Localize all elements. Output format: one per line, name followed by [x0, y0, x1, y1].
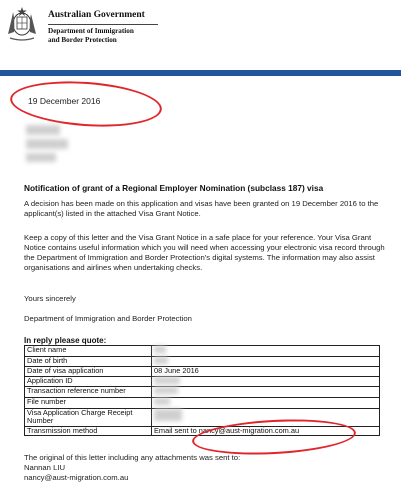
- date-annotation-circle: [9, 77, 164, 131]
- coat-of-arms-icon: [4, 4, 40, 44]
- row-value: Email sent to nancy@aust-migration.com.au: [152, 426, 380, 436]
- row-label: Date of birth: [25, 356, 152, 367]
- row-value: [152, 397, 380, 408]
- table-row: [25, 356, 380, 367]
- row-label: Application ID: [25, 376, 152, 387]
- signature: Department of Immigration and Border Protection: [24, 314, 192, 323]
- table-row: [25, 346, 380, 357]
- table-row: [25, 397, 380, 408]
- department-name-line2: and Border Protection: [48, 36, 117, 44]
- redacted-address-line2: [26, 139, 68, 149]
- header-bar: [0, 70, 401, 76]
- reply-heading: In reply please quote:: [24, 336, 107, 345]
- government-name: Australian Government: [48, 10, 145, 20]
- footer: [24, 453, 240, 483]
- row-label: Transmission method: [25, 426, 152, 436]
- closing: Yours sincerely: [24, 294, 76, 303]
- footer-recipient-email: nancy@aust-migration.com.au: [24, 473, 129, 482]
- footer-recipient-name: Nannan LIU: [24, 463, 66, 472]
- table-row: [25, 367, 380, 377]
- letter-date: 19 December 2016: [28, 96, 101, 106]
- row-value: 08 June 2016: [152, 367, 380, 377]
- row-value: [152, 387, 380, 398]
- department-name-line1: Department of Immigration: [48, 27, 134, 35]
- notification-title: Notification of grant of a Regional Employer Nomination (subclass 187) visa: [24, 183, 324, 193]
- redacted-address-line1: [26, 125, 60, 135]
- table-row: [25, 387, 380, 398]
- row-label: Visa Application Charge Receipt Number: [25, 408, 152, 426]
- redacted-address-line3: [26, 153, 56, 162]
- row-label: File number: [25, 397, 152, 408]
- row-label: Client name: [25, 346, 152, 357]
- row-value: [152, 376, 380, 387]
- row-value: [152, 346, 380, 357]
- keep-copy-paragraph: Keep a copy of this letter and the Visa Grant Notice in a safe place for your reference. Your Visa Grant Notice contains useful information which you will need when accessing your electronic visa record through the Department of Immigration and Border Protection's digital systems. The information may also assist organisations and airlines when undertaking checks.: [24, 233, 385, 272]
- decision-paragraph: A decision has been made on this application and visas have been granted on 19 December 2016 to the applicant(s) listed in the attached Visa Grant Notice.: [24, 199, 379, 218]
- letterhead: [0, 0, 401, 70]
- row-label: Date of visa application: [25, 367, 152, 377]
- row-label: Transaction reference number: [25, 387, 152, 398]
- row-value: [152, 356, 380, 367]
- header-divider: [48, 24, 158, 25]
- footer-sent-to: The original of this letter including any attachments was sent to:: [24, 453, 241, 462]
- table-row: [25, 376, 380, 387]
